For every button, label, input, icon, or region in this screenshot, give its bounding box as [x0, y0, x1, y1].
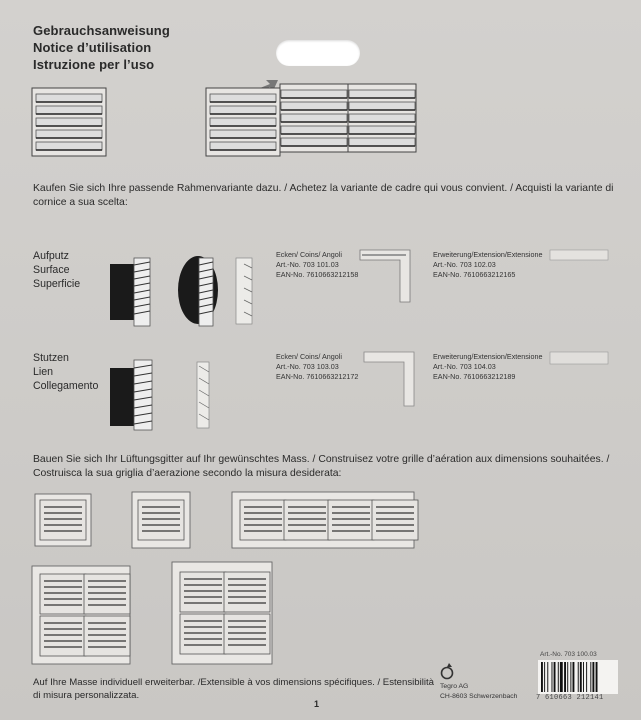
company-name: Tegro AG	[440, 683, 469, 690]
variant-surface-label-fr: Surface	[33, 264, 70, 276]
company-address: CH-8603 Schwerzenbach	[440, 693, 518, 700]
build-text-line2: Costruisca la sua griglia d’aerazione secondo la misura desiderata:	[33, 468, 342, 479]
page-number: 1	[314, 699, 320, 709]
barcode-bar	[560, 662, 563, 692]
variant-spigot-label-it: Collegamento	[33, 380, 99, 392]
variant-surface-label-it: Superficie	[33, 278, 81, 290]
spigot-profile-illustration	[110, 360, 209, 430]
extension-art-no: Art.-No. 703 104.03	[433, 362, 496, 371]
barcode-bar	[573, 662, 575, 692]
grille-build-4	[32, 566, 130, 664]
extension-art-no: Art.-No. 703 102.03	[433, 260, 496, 269]
barcode-bar	[552, 662, 553, 692]
corner-piece-illustration	[364, 352, 414, 406]
extension-ean-no: EAN-No. 7610663212165	[433, 270, 516, 279]
barcode-bar	[564, 662, 566, 692]
variant-spigot-label-de: Stutzen	[33, 352, 69, 364]
footer-text-line1: Auf Ihre Masse individuell erweiterbar. /Extensible à vos dimensions spécifiques. / Estensibilità	[33, 677, 435, 688]
grille-build-3	[232, 492, 418, 548]
grille-single-illustration	[32, 88, 106, 156]
barcode-bar	[580, 662, 582, 692]
barcode-bar	[590, 662, 591, 692]
arrow-icon	[255, 80, 278, 93]
barcode-number: 7 610663 212141	[536, 694, 604, 702]
hanger-hole	[276, 40, 360, 66]
barcode-bar	[570, 662, 571, 692]
grille-build-5	[172, 562, 272, 664]
barcode-bar	[547, 662, 548, 692]
barcode-bar	[558, 662, 559, 692]
corners-art-no: Art.-No. 703 103.03	[276, 362, 339, 371]
build-text-line1: Bauen Sie sich Ihr Lüftungsgitter auf Ihr gewünschtes Mass. / Construisez votre grille d’aération aux dimensions souhaitées. /	[33, 454, 610, 465]
variant-spigot-label-fr: Lien	[33, 366, 54, 378]
corners-heading: Ecken/ Coins/ Angoli	[276, 352, 342, 361]
extension-strip-illustration	[550, 250, 608, 260]
barcode-bar	[541, 662, 543, 692]
title-it: Istruzione per l’uso	[33, 57, 155, 72]
title-fr: Notice d’utilisation	[33, 40, 152, 55]
footer-text-line2: di misura personalizzata.	[33, 690, 140, 701]
corners-ean-no: EAN-No. 7610663212158	[276, 270, 359, 279]
extension-ean-no: EAN-No. 7610663212189	[433, 372, 516, 381]
surface-profile-illustration	[110, 256, 252, 326]
barcode-bar	[586, 662, 587, 692]
title-de: Gebrauchsanweisung	[33, 23, 170, 38]
corners-heading: Ecken/ Coins/ Angoli	[276, 250, 342, 259]
extension-strip-illustration	[550, 352, 608, 364]
barcode-bar	[583, 662, 584, 692]
corner-piece-illustration	[360, 250, 410, 302]
barcode-art-no: Art.-No. 703 100.03	[540, 651, 597, 658]
grille-build-1	[35, 494, 91, 546]
tegro-logo-icon	[442, 663, 453, 679]
barcode-bar	[578, 662, 579, 692]
variant-surface-label-de: Aufputz	[33, 250, 69, 262]
corners-ean-no: EAN-No. 7610663212172	[276, 372, 359, 381]
grille-build-2	[132, 492, 190, 548]
barcode-bar	[567, 662, 568, 692]
intro-text-line2: cornice a sua scelta:	[33, 197, 128, 208]
barcode-bar	[592, 662, 594, 692]
extension-heading: Erweiterung/Extension/Extensione	[433, 352, 543, 361]
extension-heading: Erweiterung/Extension/Extensione	[433, 250, 543, 259]
intro-text-line1: Kaufen Sie sich Ihre passende Rahmenvariante dazu. / Achetez la variante de cadre qui vous convient. / Acquisti la variante di	[33, 183, 614, 194]
barcode-bar	[554, 662, 556, 692]
barcode-bar	[544, 662, 545, 692]
corners-art-no: Art.-No. 703 101.03	[276, 260, 339, 269]
barcode	[538, 660, 618, 694]
grille-combined-illustration	[206, 84, 416, 156]
barcode-bar	[596, 662, 598, 692]
